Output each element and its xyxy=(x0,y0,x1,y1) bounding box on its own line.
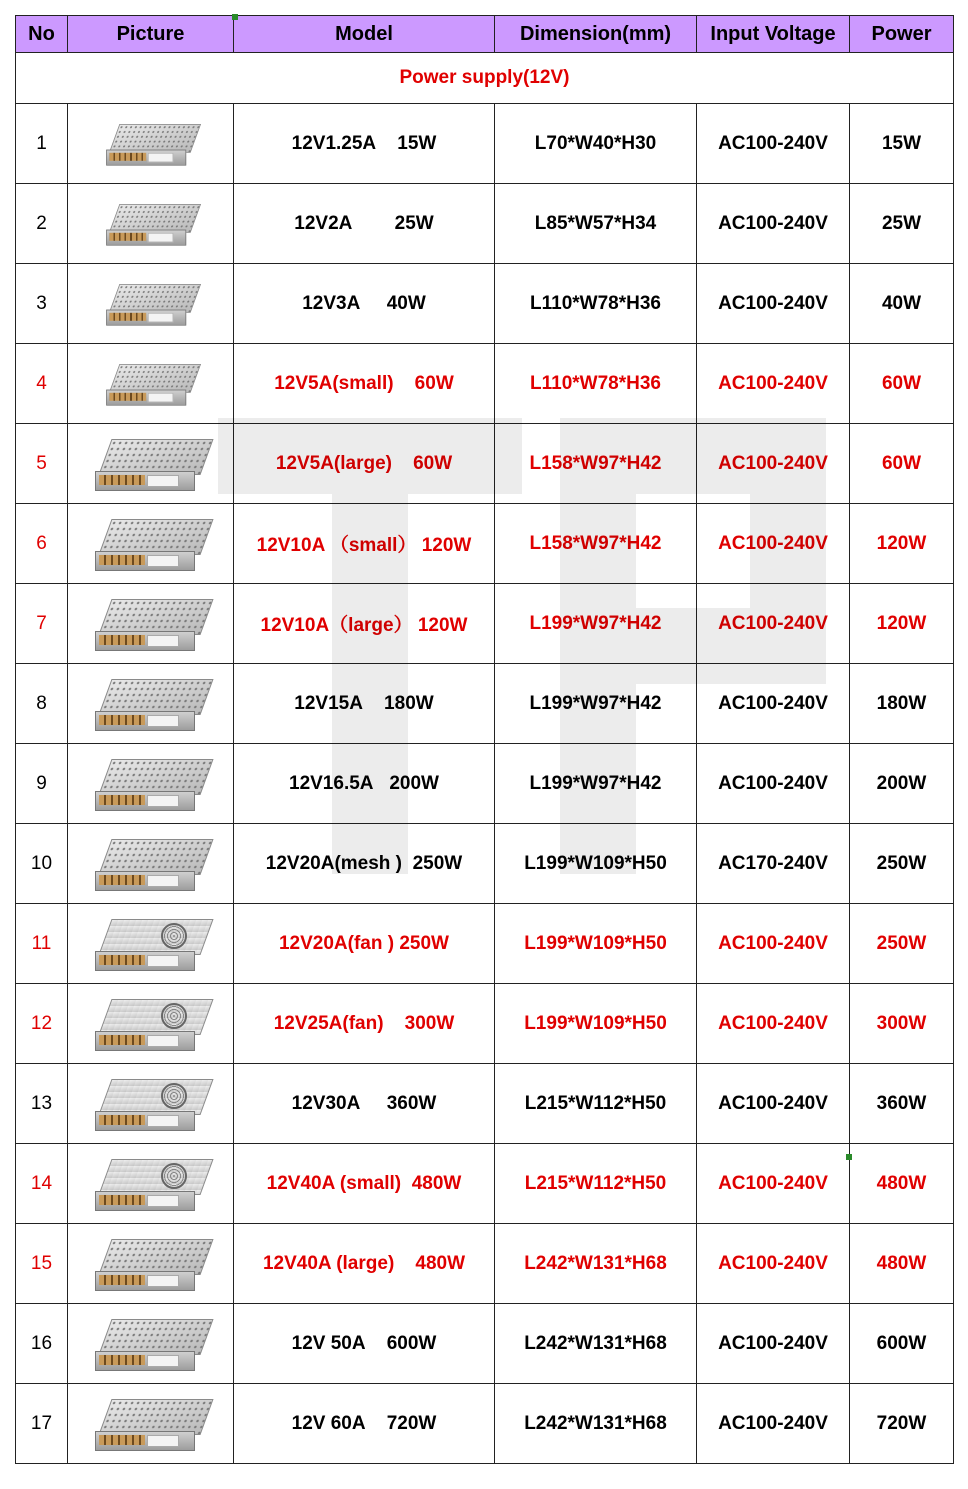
model-cell: 12V3A 40W xyxy=(234,264,495,344)
dimension-cell: L215*W112*H50 xyxy=(495,1144,697,1224)
power-cell: 250W xyxy=(850,824,954,904)
input-voltage-cell: AC100-240V xyxy=(697,504,850,584)
picture-cell xyxy=(68,344,234,424)
power-cell: 60W xyxy=(850,344,954,424)
table-row xyxy=(16,664,954,744)
input-voltage-cell: AC100-240V xyxy=(697,584,850,664)
dimension-cell: L242*W131*H68 xyxy=(495,1224,697,1304)
power-supply-image xyxy=(91,755,211,813)
corner-marker xyxy=(846,1154,852,1160)
header-dimension: Dimension(mm) xyxy=(495,16,697,53)
row-number: 11 xyxy=(16,904,68,984)
dimension-cell: L110*W78*H36 xyxy=(495,344,697,424)
table-row xyxy=(16,1384,954,1464)
table-row xyxy=(16,824,954,904)
section-title: Power supply(12V) xyxy=(16,53,954,104)
input-voltage-cell: AC100-240V xyxy=(697,1064,850,1144)
table-row xyxy=(16,1064,954,1144)
power-cell: 720W xyxy=(850,1384,954,1464)
row-number: 8 xyxy=(16,664,68,744)
power-cell: 300W xyxy=(850,984,954,1064)
row-number: 17 xyxy=(16,1384,68,1464)
picture-cell xyxy=(68,1304,234,1384)
power-cell: 180W xyxy=(850,664,954,744)
power-cell: 600W xyxy=(850,1304,954,1384)
dimension-cell: L199*W109*H50 xyxy=(495,904,697,984)
picture-cell xyxy=(68,584,234,664)
power-supply-fan-image xyxy=(91,1155,211,1213)
dimension-cell: L158*W97*H42 xyxy=(495,424,697,504)
power-cell: 480W xyxy=(850,1144,954,1224)
dimension-cell: L199*W109*H50 xyxy=(495,984,697,1064)
dimension-cell: L199*W97*H42 xyxy=(495,744,697,824)
input-voltage-cell: AC100-240V xyxy=(697,344,850,424)
table-row xyxy=(16,744,954,824)
picture-cell xyxy=(68,664,234,744)
power-supply-image xyxy=(91,1395,211,1453)
picture-cell xyxy=(68,744,234,824)
power-supply-image-small xyxy=(103,200,199,246)
model-cell: 12V10A（large） 120W xyxy=(234,584,495,664)
input-voltage-cell: AC100-240V xyxy=(697,904,850,984)
table-row xyxy=(16,584,954,664)
dimension-cell: L110*W78*H36 xyxy=(495,264,697,344)
input-voltage-cell: AC100-240V xyxy=(697,744,850,824)
row-number: 6 xyxy=(16,504,68,584)
input-voltage-cell: AC170-240V xyxy=(697,824,850,904)
table-row xyxy=(16,344,954,424)
row-number: 14 xyxy=(16,1144,68,1224)
picture-cell xyxy=(68,264,234,344)
power-supply-fan-image xyxy=(91,915,211,973)
table-row xyxy=(16,1144,954,1224)
picture-cell xyxy=(68,904,234,984)
power-cell: 250W xyxy=(850,904,954,984)
model-cell: 12V2A 25W xyxy=(234,184,495,264)
input-voltage-cell: AC100-240V xyxy=(697,1384,850,1464)
power-supply-image xyxy=(91,595,211,653)
picture-cell xyxy=(68,1224,234,1304)
row-number: 12 xyxy=(16,984,68,1064)
power-supply-image-small xyxy=(103,280,199,326)
row-number: 16 xyxy=(16,1304,68,1384)
model-cell: 12V 50A 600W xyxy=(234,1304,495,1384)
power-supply-image xyxy=(91,1315,211,1373)
power-cell: 120W xyxy=(850,584,954,664)
header-no: No xyxy=(16,16,68,53)
model-cell: 12V 60A 720W xyxy=(234,1384,495,1464)
row-number: 2 xyxy=(16,184,68,264)
table-row xyxy=(16,184,954,264)
table-row xyxy=(16,1304,954,1384)
power-cell: 360W xyxy=(850,1064,954,1144)
dimension-cell: L242*W131*H68 xyxy=(495,1384,697,1464)
power-supply-image-small xyxy=(103,120,199,166)
header-model: Model xyxy=(234,16,495,53)
table-row xyxy=(16,264,954,344)
row-number: 13 xyxy=(16,1064,68,1144)
model-cell: 12V5A(small) 60W xyxy=(234,344,495,424)
dimension-cell: L199*W109*H50 xyxy=(495,824,697,904)
power-supply-image xyxy=(91,515,211,573)
power-cell: 200W xyxy=(850,744,954,824)
row-number: 10 xyxy=(16,824,68,904)
model-cell: 12V5A(large) 60W xyxy=(234,424,495,504)
table-row xyxy=(16,104,954,184)
model-cell: 12V20A(mesh ) 250W xyxy=(234,824,495,904)
model-cell: 12V25A(fan) 300W xyxy=(234,984,495,1064)
input-voltage-cell: AC100-240V xyxy=(697,424,850,504)
dimension-cell: L242*W131*H68 xyxy=(495,1304,697,1384)
picture-cell xyxy=(68,824,234,904)
input-voltage-cell: AC100-240V xyxy=(697,184,850,264)
picture-cell xyxy=(68,104,234,184)
power-cell: 120W xyxy=(850,504,954,584)
dimension-cell: L215*W112*H50 xyxy=(495,1064,697,1144)
picture-cell xyxy=(68,1064,234,1144)
row-number: 9 xyxy=(16,744,68,824)
power-supply-image xyxy=(91,675,211,733)
input-voltage-cell: AC100-240V xyxy=(697,1144,850,1224)
table-row xyxy=(16,424,954,504)
power-supply-image xyxy=(91,435,211,493)
model-cell: 12V10A （small） 120W xyxy=(234,504,495,584)
header-input-voltage: Input Voltage xyxy=(697,16,850,53)
power-supply-image xyxy=(91,835,211,893)
row-number: 3 xyxy=(16,264,68,344)
row-number: 4 xyxy=(16,344,68,424)
dimension-cell: L85*W57*H34 xyxy=(495,184,697,264)
dimension-cell: L199*W97*H42 xyxy=(495,584,697,664)
power-supply-image xyxy=(91,1235,211,1293)
table-row xyxy=(16,504,954,584)
picture-cell xyxy=(68,1384,234,1464)
table-row xyxy=(16,984,954,1064)
model-cell: 12V30A 360W xyxy=(234,1064,495,1144)
header-power: Power xyxy=(850,16,954,53)
row-number: 5 xyxy=(16,424,68,504)
input-voltage-cell: AC100-240V xyxy=(697,104,850,184)
power-supply-fan-image xyxy=(91,995,211,1053)
picture-cell xyxy=(68,984,234,1064)
model-cell: 12V40A (small) 480W xyxy=(234,1144,495,1224)
header-picture: Picture xyxy=(68,16,234,53)
power-supply-fan-image xyxy=(91,1075,211,1133)
row-number: 15 xyxy=(16,1224,68,1304)
dimension-cell: L70*W40*H30 xyxy=(495,104,697,184)
input-voltage-cell: AC100-240V xyxy=(697,1304,850,1384)
spec-table xyxy=(15,15,954,1464)
corner-marker xyxy=(232,14,238,20)
row-number: 1 xyxy=(16,104,68,184)
power-cell: 40W xyxy=(850,264,954,344)
model-cell: 12V20A(fan ) 250W xyxy=(234,904,495,984)
row-number: 7 xyxy=(16,584,68,664)
picture-cell xyxy=(68,1144,234,1224)
power-cell: 15W xyxy=(850,104,954,184)
header-row xyxy=(16,16,954,53)
model-cell: 12V1.25A 15W xyxy=(234,104,495,184)
table-row xyxy=(16,1224,954,1304)
input-voltage-cell: AC100-240V xyxy=(697,1224,850,1304)
input-voltage-cell: AC100-240V xyxy=(697,984,850,1064)
power-cell: 60W xyxy=(850,424,954,504)
input-voltage-cell: AC100-240V xyxy=(697,664,850,744)
model-cell: 12V15A 180W xyxy=(234,664,495,744)
dimension-cell: L199*W97*H42 xyxy=(495,664,697,744)
model-cell: 12V16.5A 200W xyxy=(234,744,495,824)
input-voltage-cell: AC100-240V xyxy=(697,264,850,344)
picture-cell xyxy=(68,184,234,264)
section-row xyxy=(16,53,954,104)
dimension-cell: L158*W97*H42 xyxy=(495,504,697,584)
model-cell: 12V40A (large) 480W xyxy=(234,1224,495,1304)
power-cell: 25W xyxy=(850,184,954,264)
power-supply-image-small xyxy=(103,360,199,406)
picture-cell xyxy=(68,424,234,504)
picture-cell xyxy=(68,504,234,584)
table-row xyxy=(16,904,954,984)
power-cell: 480W xyxy=(850,1224,954,1304)
